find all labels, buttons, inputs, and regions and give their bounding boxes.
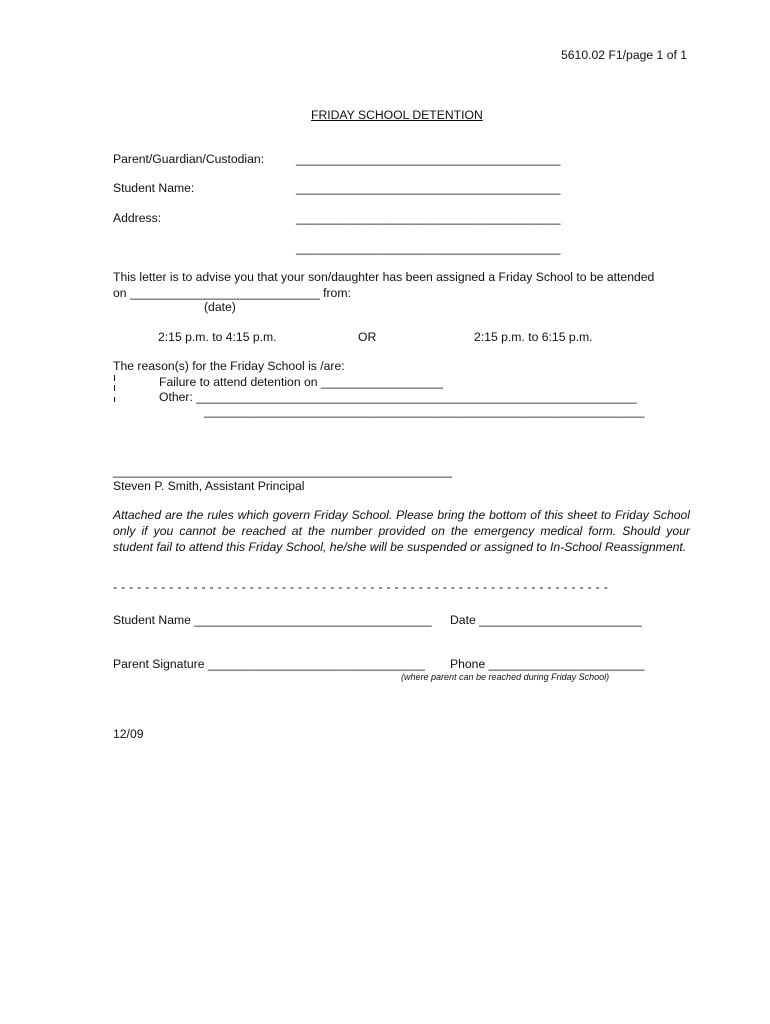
page-reference: 5610.02 F1/page 1 of 1 [561,48,688,62]
failure-checkbox[interactable] [114,375,115,381]
time-option-2: 2:15 p.m. to 6:15 p.m. [474,330,593,344]
tearoff-date-field[interactable]: Date ________________________ [450,613,642,627]
reason-other-continued[interactable]: _________________________________________________________________ [204,404,645,418]
address-label: Address: [113,211,162,225]
or-label: OR [358,330,377,344]
parent-signature-field[interactable]: Parent Signature ________________________________ [113,657,425,671]
notice-paragraph: Attached are the rules which govern Friday School. Please bring the bottom of this sheet to Friday School only if you cannot be reached at the number provided on the emergency medical form. Should your student fail to attend this Friday School, he/she will be suspended or assigned to In-School Reassignment. [113,508,690,554]
reason-failure: Failure to attend detention on __________________ [159,375,443,389]
signatory-name: Steven P. Smith, Assistant Principal [113,479,305,493]
student-name-label: Student Name: [113,181,195,195]
cut-line: - - - - - - - - - - - - - - - - - - - - - - - - - - - - - - - - - - - - - - - - - - - - - - - - - - - - - - - - - - - - - - [113,580,609,594]
address-field-line2[interactable]: _______________________________________ [296,241,561,255]
time-option-1: 2:15 p.m. to 4:15 p.m. [158,330,277,344]
letter-line-1: This letter is to advise you that your son/daughter has been assigned a Friday School to be attended [113,270,655,284]
revision-date: 12/09 [113,727,144,741]
date-caption: (date) [204,300,236,314]
parent-guardian-label: Parent/Guardian/Custodian: [113,152,265,166]
phone-note: (where parent can be reached during Friday School) [401,672,610,682]
letter-line-2: on ____________________________ from: [113,286,351,300]
reason-other: Other: _________________________________________________________________ [159,390,637,404]
form-title: FRIDAY SCHOOL DETENTION [311,108,483,122]
phone-field[interactable]: Phone _______________________ [450,657,645,671]
failure-checkbox-lower [114,385,115,391]
address-field-line1[interactable]: _______________________________________ [296,211,561,225]
tearoff-student-name-field[interactable]: Student Name ___________________________________ [113,613,432,627]
signature-line[interactable]: __________________________________________________ [113,464,452,478]
parent-guardian-field[interactable]: _______________________________________ [296,152,561,166]
other-checkbox[interactable] [114,397,115,402]
reasons-intro: The reason(s) for the Friday School is /are: [113,359,345,373]
student-name-field[interactable]: _______________________________________ [296,181,561,195]
